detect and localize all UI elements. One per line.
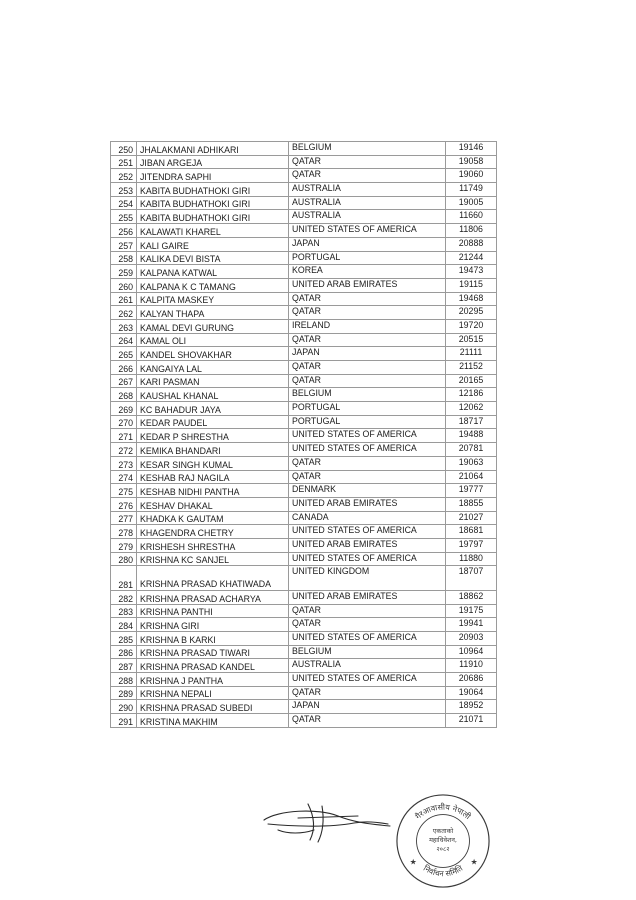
country-cell: QATAR [289, 604, 446, 618]
member-id-cell: 19115 [446, 278, 497, 292]
member-id-cell: 19488 [446, 429, 497, 443]
member-id-cell: 21244 [446, 251, 497, 265]
member-id-cell: 20295 [446, 306, 497, 320]
country-cell: JAPAN [289, 237, 446, 251]
voter-name-cell: KRISHNA PRASAD SUBEDI [137, 700, 289, 714]
member-id-cell: 19941 [446, 618, 497, 632]
seal-bottom-text: निर्वाचन समिति [421, 863, 465, 879]
row-number-cell: 284 [111, 618, 137, 632]
voter-list-body [111, 142, 497, 728]
member-id-cell: 11806 [446, 224, 497, 238]
row-number-cell: 266 [111, 361, 137, 375]
member-id-cell: 18717 [446, 415, 497, 429]
row-number-cell: 272 [111, 443, 137, 457]
table-row [111, 183, 497, 197]
table-row [111, 631, 497, 645]
row-number-cell: 291 [111, 714, 137, 728]
voter-name-cell: KRISHNA PRASAD KHATIWADA [137, 566, 289, 591]
voter-name-cell: KRISHNA B KARKI [137, 631, 289, 645]
row-number-cell: 254 [111, 196, 137, 210]
member-id-cell: 18862 [446, 590, 497, 604]
country-cell: QATAR [289, 470, 446, 484]
member-id-cell: 21152 [446, 361, 497, 375]
voter-list-table [110, 141, 497, 728]
election-committee-seal [394, 792, 492, 890]
country-cell: UNITED STATES OF AMERICA [289, 224, 446, 238]
member-id-cell: 20781 [446, 443, 497, 457]
row-number-cell: 283 [111, 604, 137, 618]
table-row [111, 292, 497, 306]
country-cell: QATAR [289, 714, 446, 728]
country-cell: UNITED ARAB EMIRATES [289, 278, 446, 292]
country-cell: PORTUGAL [289, 251, 446, 265]
row-number-cell: 285 [111, 631, 137, 645]
table-row [111, 196, 497, 210]
voter-list-table-wrapper [110, 141, 496, 728]
row-number-cell: 264 [111, 333, 137, 347]
voter-name-cell: KAUSHAL KHANAL [137, 388, 289, 402]
country-cell: UNITED STATES OF AMERICA [289, 443, 446, 457]
member-id-cell: 11660 [446, 210, 497, 224]
voter-name-cell: KRISHNA J PANTHA [137, 672, 289, 686]
table-row [111, 155, 497, 169]
seal-arc-text: गैरआवासीय नेपाली [413, 802, 473, 822]
table-row [111, 210, 497, 224]
member-id-cell: 11910 [446, 659, 497, 673]
row-number-cell: 261 [111, 292, 137, 306]
member-id-cell: 19175 [446, 604, 497, 618]
voter-name-cell: KALPANA K C TAMANG [137, 278, 289, 292]
member-id-cell: 20686 [446, 672, 497, 686]
table-row [111, 659, 497, 673]
voter-name-cell: KESHAV DHAKAL [137, 497, 289, 511]
table-row [111, 456, 497, 470]
table-row [111, 306, 497, 320]
voter-name-cell: KC BAHADUR JAYA [137, 402, 289, 416]
seal-center-line-1: एकताको [432, 827, 454, 836]
member-id-cell: 20903 [446, 631, 497, 645]
svg-text:निर्वाचन समिति [422, 863, 465, 879]
table-row [111, 686, 497, 700]
member-id-cell: 19720 [446, 319, 497, 333]
table-row [111, 374, 497, 388]
country-cell: QATAR [289, 618, 446, 632]
row-number-cell: 260 [111, 278, 137, 292]
table-row [111, 278, 497, 292]
row-number-cell: 251 [111, 155, 137, 169]
table-row [111, 645, 497, 659]
row-number-cell: 268 [111, 388, 137, 402]
country-cell: PORTUGAL [289, 415, 446, 429]
table-row [111, 169, 497, 183]
voter-name-cell: KANGAIYA LAL [137, 361, 289, 375]
voter-name-cell: KABITA BUDHATHOKI GIRI [137, 183, 289, 197]
country-cell: QATAR [289, 333, 446, 347]
table-row [111, 142, 497, 156]
row-number-cell: 271 [111, 429, 137, 443]
row-number-cell: 282 [111, 590, 137, 604]
voter-name-cell: KAMAL OLI [137, 333, 289, 347]
seal-center-line-2: महाधिवेशन, [429, 835, 457, 844]
country-cell: AUSTRALIA [289, 659, 446, 673]
voter-name-cell: KRISHNA PRASAD KANDEL [137, 659, 289, 673]
member-id-cell: 11749 [446, 183, 497, 197]
country-cell: QATAR [289, 306, 446, 320]
voter-name-cell: KABITA BUDHATHOKI GIRI [137, 196, 289, 210]
member-id-cell: 19473 [446, 265, 497, 279]
member-id-cell: 10964 [446, 645, 497, 659]
row-number-cell: 250 [111, 142, 137, 156]
country-cell: BELGIUM [289, 645, 446, 659]
handwritten-signature [258, 796, 398, 846]
member-id-cell: 18681 [446, 525, 497, 539]
country-cell: BELGIUM [289, 142, 446, 156]
member-id-cell: 21111 [446, 347, 497, 361]
country-cell: IRELAND [289, 319, 446, 333]
table-row [111, 319, 497, 333]
table-row [111, 672, 497, 686]
member-id-cell: 19064 [446, 686, 497, 700]
voter-name-cell: JIBAN ARGEJA [137, 155, 289, 169]
country-cell: QATAR [289, 155, 446, 169]
table-row [111, 484, 497, 498]
voter-name-cell: KRISHESH SHRESTHA [137, 538, 289, 552]
voter-name-cell: KEDAR P SHRESTHA [137, 429, 289, 443]
member-id-cell: 19005 [446, 196, 497, 210]
country-cell: AUSTRALIA [289, 183, 446, 197]
voter-name-cell: KARI PASMAN [137, 374, 289, 388]
row-number-cell: 287 [111, 659, 137, 673]
member-id-cell: 11880 [446, 552, 497, 566]
member-id-cell: 18952 [446, 700, 497, 714]
voter-name-cell: KESHAB RAJ NAGILA [137, 470, 289, 484]
member-id-cell: 21064 [446, 470, 497, 484]
country-cell: UNITED KINGDOM [289, 566, 446, 591]
voter-name-cell: KEDAR PAUDEL [137, 415, 289, 429]
voter-name-cell: KALPITA MASKEY [137, 292, 289, 306]
row-number-cell: 286 [111, 645, 137, 659]
country-cell: UNITED STATES OF AMERICA [289, 525, 446, 539]
voter-name-cell: KRISHNA NEPALI [137, 686, 289, 700]
country-cell: DENMARK [289, 484, 446, 498]
row-number-cell: 257 [111, 237, 137, 251]
voter-name-cell: KALPANA KATWAL [137, 265, 289, 279]
table-row [111, 333, 497, 347]
voter-name-cell: KRISHNA PRASAD ACHARYA [137, 590, 289, 604]
row-number-cell: 265 [111, 347, 137, 361]
member-id-cell: 19797 [446, 538, 497, 552]
country-cell: QATAR [289, 686, 446, 700]
country-cell: QATAR [289, 361, 446, 375]
country-cell: AUSTRALIA [289, 210, 446, 224]
table-row [111, 470, 497, 484]
table-row [111, 415, 497, 429]
row-number-cell: 258 [111, 251, 137, 265]
table-row [111, 552, 497, 566]
row-number-cell: 274 [111, 470, 137, 484]
member-id-cell: 12186 [446, 388, 497, 402]
svg-text:गैरआवासीय नेपाली [413, 801, 473, 821]
country-cell: UNITED STATES OF AMERICA [289, 552, 446, 566]
voter-name-cell: KRISTINA MAKHIM [137, 714, 289, 728]
table-row [111, 429, 497, 443]
country-cell: QATAR [289, 169, 446, 183]
row-number-cell: 276 [111, 497, 137, 511]
table-row [111, 618, 497, 632]
country-cell: UNITED STATES OF AMERICA [289, 631, 446, 645]
voter-name-cell: KEMIKA BHANDARI [137, 443, 289, 457]
country-cell: QATAR [289, 456, 446, 470]
voter-name-cell: KALI GAIRE [137, 237, 289, 251]
row-number-cell: 255 [111, 210, 137, 224]
table-row [111, 700, 497, 714]
country-cell: UNITED STATES OF AMERICA [289, 672, 446, 686]
row-number-cell: 270 [111, 415, 137, 429]
member-id-cell: 19468 [446, 292, 497, 306]
voter-name-cell: KHADKA K GAUTAM [137, 511, 289, 525]
member-id-cell: 19146 [446, 142, 497, 156]
table-row [111, 237, 497, 251]
table-row [111, 265, 497, 279]
member-id-cell: 20888 [446, 237, 497, 251]
country-cell: QATAR [289, 374, 446, 388]
voter-name-cell: KALYAN THAPA [137, 306, 289, 320]
row-number-cell: 281 [111, 566, 137, 591]
row-number-cell: 259 [111, 265, 137, 279]
row-number-cell: 278 [111, 525, 137, 539]
country-cell: UNITED STATES OF AMERICA [289, 429, 446, 443]
table-row [111, 566, 497, 591]
country-cell: UNITED ARAB EMIRATES [289, 497, 446, 511]
voter-name-cell: KRISHNA PRASAD TIWARI [137, 645, 289, 659]
table-row [111, 714, 497, 728]
row-number-cell: 256 [111, 224, 137, 238]
row-number-cell: 267 [111, 374, 137, 388]
row-number-cell: 275 [111, 484, 137, 498]
member-id-cell: 19060 [446, 169, 497, 183]
row-number-cell: 263 [111, 319, 137, 333]
row-number-cell: 277 [111, 511, 137, 525]
country-cell: JAPAN [289, 700, 446, 714]
voter-name-cell: JITENDRA SAPHI [137, 169, 289, 183]
voter-name-cell: KABITA BUDHATHOKI GIRI [137, 210, 289, 224]
row-number-cell: 252 [111, 169, 137, 183]
member-id-cell: 20515 [446, 333, 497, 347]
table-row [111, 525, 497, 539]
voter-name-cell: KRISHNA KC SANJEL [137, 552, 289, 566]
country-cell: AUSTRALIA [289, 196, 446, 210]
seal-center-line-3: २०८२ [436, 844, 450, 853]
country-cell: UNITED ARAB EMIRATES [289, 590, 446, 604]
country-cell: JAPAN [289, 347, 446, 361]
table-row [111, 443, 497, 457]
country-cell: BELGIUM [289, 388, 446, 402]
member-id-cell: 18707 [446, 566, 497, 591]
seal-star-left-icon: ★ [409, 857, 417, 867]
voter-name-cell: KRISHNA PANTHI [137, 604, 289, 618]
member-id-cell: 21027 [446, 511, 497, 525]
voter-name-cell: KAMAL DEVI GURUNG [137, 319, 289, 333]
voter-name-cell: JHALAKMANI ADHIKARI [137, 142, 289, 156]
member-id-cell: 19777 [446, 484, 497, 498]
voter-name-cell: KANDEL SHOVAKHAR [137, 347, 289, 361]
voter-name-cell: KALAWATI KHAREL [137, 224, 289, 238]
member-id-cell: 20165 [446, 374, 497, 388]
row-number-cell: 279 [111, 538, 137, 552]
table-row [111, 497, 497, 511]
row-number-cell: 290 [111, 700, 137, 714]
country-cell: QATAR [289, 292, 446, 306]
table-row [111, 251, 497, 265]
table-row [111, 361, 497, 375]
row-number-cell: 253 [111, 183, 137, 197]
table-row [111, 402, 497, 416]
member-id-cell: 19058 [446, 155, 497, 169]
row-number-cell: 262 [111, 306, 137, 320]
voter-name-cell: KRISHNA GIRI [137, 618, 289, 632]
seal-star-right-icon: ★ [470, 857, 478, 867]
table-row [111, 604, 497, 618]
voter-name-cell: KALIKA DEVI BISTA [137, 251, 289, 265]
row-number-cell: 273 [111, 456, 137, 470]
voter-name-cell: KHAGENDRA CHETRY [137, 525, 289, 539]
row-number-cell: 288 [111, 672, 137, 686]
row-number-cell: 280 [111, 552, 137, 566]
member-id-cell: 21071 [446, 714, 497, 728]
country-cell: PORTUGAL [289, 402, 446, 416]
row-number-cell: 269 [111, 402, 137, 416]
table-row [111, 590, 497, 604]
voter-name-cell: KESHAB NIDHI PANTHA [137, 484, 289, 498]
table-row [111, 388, 497, 402]
table-row [111, 347, 497, 361]
country-cell: KOREA [289, 265, 446, 279]
voter-name-cell: KESAR SINGH KUMAL [137, 456, 289, 470]
table-row [111, 224, 497, 238]
table-row [111, 538, 497, 552]
country-cell: CANADA [289, 511, 446, 525]
country-cell: UNITED ARAB EMIRATES [289, 538, 446, 552]
member-id-cell: 18855 [446, 497, 497, 511]
table-row [111, 511, 497, 525]
member-id-cell: 19063 [446, 456, 497, 470]
member-id-cell: 12062 [446, 402, 497, 416]
row-number-cell: 289 [111, 686, 137, 700]
